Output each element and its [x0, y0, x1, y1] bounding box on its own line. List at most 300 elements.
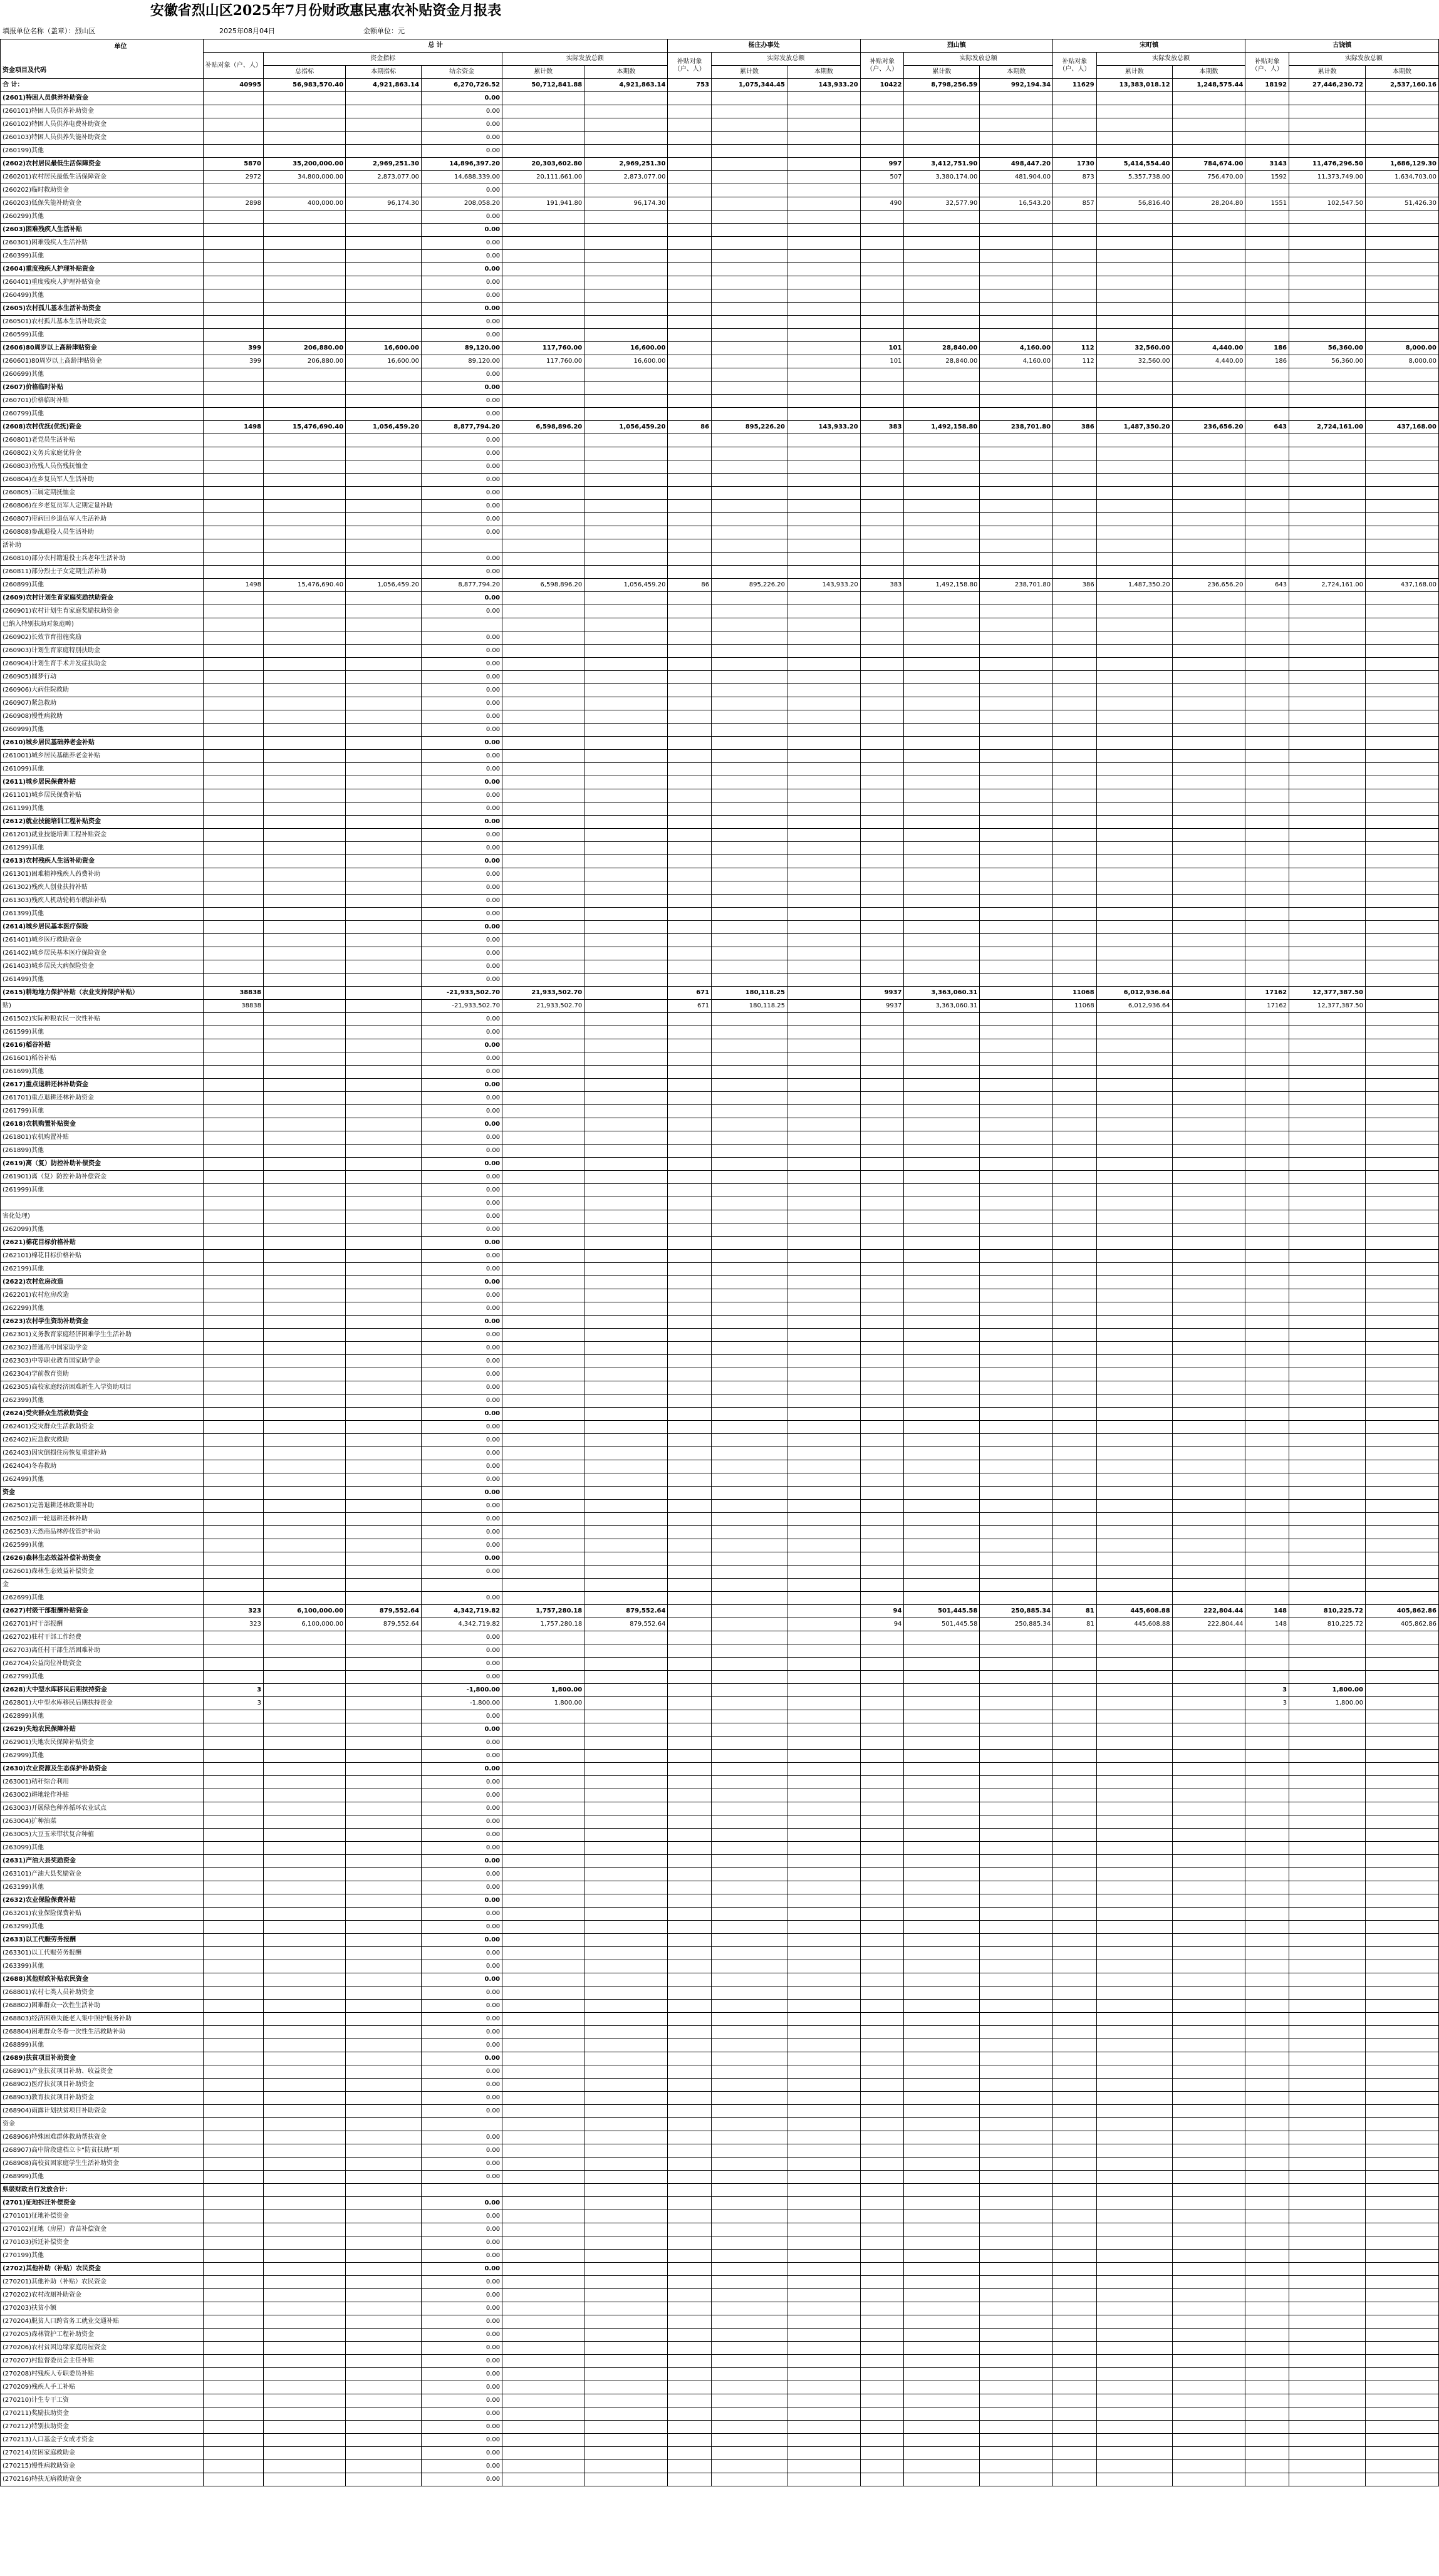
cell — [860, 1658, 904, 1671]
table-row — [1, 2434, 1439, 2447]
target-count-header: 补贴对象（户、人） — [203, 53, 263, 79]
row-label: (261302)残疾人创业扶持补贴 — [1, 881, 204, 895]
cell — [712, 395, 787, 408]
cell — [1053, 1079, 1097, 1092]
cell — [1053, 2276, 1097, 2289]
cell — [860, 2289, 904, 2302]
cell — [502, 2092, 584, 2105]
cell — [1245, 1447, 1289, 1460]
cell — [904, 1105, 980, 1118]
cell: 0.00 — [422, 2250, 502, 2263]
cell — [1245, 1842, 1289, 1855]
cell — [346, 460, 422, 474]
cell — [346, 1750, 422, 1763]
cell: 117,760.00 — [502, 342, 584, 355]
cell — [1172, 2407, 1245, 2421]
cell — [668, 158, 712, 171]
cell — [1096, 237, 1172, 250]
cell — [787, 2131, 860, 2144]
cell — [860, 1842, 904, 1855]
cell — [904, 408, 980, 421]
cell — [787, 329, 860, 342]
cell — [203, 566, 263, 579]
cell — [203, 1566, 263, 1579]
cell — [502, 974, 584, 987]
cell — [1172, 2092, 1245, 2105]
cell — [584, 1592, 668, 1605]
table-row — [1, 2000, 1439, 2013]
cell — [203, 1631, 263, 1644]
cell — [860, 2158, 904, 2171]
cell — [1096, 1145, 1172, 1158]
cell — [1366, 842, 1439, 855]
cell — [502, 2039, 584, 2052]
row-label: (261601)稻谷补贴 — [1, 1052, 204, 1066]
cell — [1289, 2315, 1366, 2329]
cell — [1172, 829, 1245, 842]
cell — [787, 671, 860, 684]
cell — [502, 487, 584, 500]
cell — [904, 2026, 980, 2039]
cell — [1366, 2342, 1439, 2355]
cell — [980, 1908, 1053, 1921]
cell — [980, 2013, 1053, 2026]
cell — [502, 710, 584, 724]
cell — [1289, 1237, 1366, 1250]
row-label: (260806)在乡老复员军人定期定量补助 — [1, 500, 204, 513]
row-label: (260599)其他 — [1, 329, 204, 342]
cell: 1592 — [1245, 171, 1289, 184]
cell — [1366, 2039, 1439, 2052]
cell — [1096, 1079, 1172, 1092]
cell — [904, 1421, 980, 1434]
cell — [502, 947, 584, 960]
cell — [980, 2329, 1053, 2342]
cell — [346, 2171, 422, 2184]
cell — [904, 1815, 980, 1829]
cell — [1096, 1829, 1172, 1842]
cell — [1289, 2052, 1366, 2065]
cell: 4,440.00 — [1172, 342, 1245, 355]
cell: 0.00 — [422, 2394, 502, 2407]
cell — [1289, 1737, 1366, 1750]
cell — [904, 1539, 980, 1552]
cell — [1289, 2250, 1366, 2263]
row-label: (262099)其他 — [1, 1223, 204, 1237]
cell: 0.00 — [422, 1487, 502, 1500]
row-label: (261999)其他 — [1, 1184, 204, 1197]
cell: 94 — [860, 1618, 904, 1631]
cell — [422, 539, 502, 553]
table-row — [1, 631, 1439, 645]
cell — [1245, 1987, 1289, 2000]
cell — [980, 553, 1053, 566]
row-label: (270203)扶贫小额 — [1, 2302, 204, 2315]
table-row — [1, 684, 1439, 697]
cell — [712, 1842, 787, 1855]
table-row — [1, 763, 1439, 776]
cell — [787, 434, 860, 447]
cell — [980, 1421, 1053, 1434]
cell — [668, 2197, 712, 2210]
cell: 20,111,661.00 — [502, 171, 584, 184]
cell — [668, 2315, 712, 2329]
cell — [346, 2302, 422, 2315]
cell — [346, 2394, 422, 2407]
cell — [584, 539, 668, 553]
cell — [1096, 2434, 1172, 2447]
cell — [502, 2381, 584, 2394]
cell: 0.00 — [422, 2473, 502, 2486]
cell: 0.00 — [422, 1145, 502, 1158]
cell — [980, 1250, 1053, 1263]
cell — [980, 526, 1053, 539]
cell — [584, 1842, 668, 1855]
cell — [904, 2092, 980, 2105]
cell — [1289, 1158, 1366, 1171]
cell — [1245, 2434, 1289, 2447]
cell — [1245, 2473, 1289, 2486]
cell — [904, 263, 980, 276]
cell — [203, 2368, 263, 2381]
cell — [787, 645, 860, 658]
cell — [787, 1197, 860, 1210]
cell — [203, 1039, 263, 1052]
cell — [980, 2039, 1053, 2052]
cell — [1366, 1921, 1439, 1934]
cell — [860, 487, 904, 500]
cell — [1366, 1881, 1439, 1894]
cell — [904, 1276, 980, 1289]
cell — [584, 1000, 668, 1013]
cell — [1053, 2197, 1097, 2210]
cell — [346, 132, 422, 145]
cell — [668, 2131, 712, 2144]
cell — [668, 1566, 712, 1579]
cell — [584, 1052, 668, 1066]
cell — [787, 487, 860, 500]
cell — [203, 303, 263, 316]
target-count-header-u2: 补贴对象（户、人） — [860, 53, 904, 79]
cell — [1245, 1710, 1289, 1723]
cell — [904, 1289, 980, 1302]
cell — [712, 184, 787, 197]
table-row — [1, 1263, 1439, 1276]
cell — [203, 2171, 263, 2184]
cell — [203, 1289, 263, 1302]
cell — [1289, 1934, 1366, 1947]
cell — [1096, 1763, 1172, 1776]
cell — [668, 1434, 712, 1447]
cell — [203, 2039, 263, 2052]
cell — [668, 1631, 712, 1644]
cell: 0.00 — [422, 2460, 502, 2473]
cell — [1172, 2000, 1245, 2013]
cell — [584, 2434, 668, 2447]
cell: 238,701.80 — [980, 579, 1053, 592]
group-row — [1, 2052, 1439, 2065]
table-row — [1, 724, 1439, 737]
cell — [1053, 1802, 1097, 1815]
cell — [668, 1013, 712, 1026]
cell — [203, 2394, 263, 2407]
cell — [980, 329, 1053, 342]
cell — [860, 2039, 904, 2052]
cell — [203, 1368, 263, 1381]
cell — [904, 1960, 980, 1973]
cell — [346, 1789, 422, 1802]
cell — [264, 1184, 346, 1197]
cell — [712, 500, 787, 513]
cell — [860, 2197, 904, 2210]
cell — [1172, 1789, 1245, 1802]
cell — [668, 1118, 712, 1131]
cell — [668, 197, 712, 210]
row-label: 资金 — [1, 1487, 204, 1500]
cell — [1172, 2460, 1245, 2473]
cell — [980, 1158, 1053, 1171]
cell: 186 — [1245, 355, 1289, 368]
cell: 6,270,726.52 — [422, 79, 502, 92]
cell — [1096, 1118, 1172, 1131]
cell — [346, 487, 422, 500]
cell — [1172, 2289, 1245, 2302]
cell — [1245, 2131, 1289, 2144]
cell — [1289, 1342, 1366, 1355]
cell — [1245, 776, 1289, 789]
cell: 0.00 — [422, 1829, 502, 1842]
cell — [1245, 329, 1289, 342]
unit-header-1: 杨庄办事处 — [668, 39, 860, 53]
cell — [584, 276, 668, 289]
cell — [904, 2105, 980, 2118]
cell — [1172, 1855, 1245, 1868]
cell: 0.00 — [422, 526, 502, 539]
cell — [860, 802, 904, 816]
cell — [860, 1487, 904, 1500]
actual-header: 实际发放总额 — [502, 53, 668, 66]
cell — [904, 1026, 980, 1039]
cell — [502, 237, 584, 250]
cell — [203, 697, 263, 710]
row-label: (262404)冬春救助 — [1, 1460, 204, 1473]
cell — [860, 2250, 904, 2263]
cell — [904, 1329, 980, 1342]
cell: 89,120.00 — [422, 355, 502, 368]
cell — [1289, 1829, 1366, 1842]
cell: 1,800.00 — [1289, 1697, 1366, 1710]
table-row — [1, 1013, 1439, 1026]
cell — [1289, 1145, 1366, 1158]
cell — [1053, 645, 1097, 658]
cell — [1172, 2223, 1245, 2236]
cell — [668, 1342, 712, 1355]
cell — [1053, 2026, 1097, 2039]
cell — [1366, 960, 1439, 974]
cell — [668, 2407, 712, 2421]
cell — [1289, 1539, 1366, 1552]
cell: 143,933.20 — [787, 79, 860, 92]
table-row — [1, 2460, 1439, 2473]
cell — [860, 237, 904, 250]
cell — [1366, 737, 1439, 750]
table-row — [1, 1092, 1439, 1105]
row-label: (261502)实际种粮农民一次性补贴 — [1, 1013, 204, 1026]
cell — [787, 447, 860, 460]
cell — [1096, 645, 1172, 658]
cell: 0.00 — [422, 934, 502, 947]
cell — [502, 2407, 584, 2421]
cell — [1172, 1066, 1245, 1079]
cell — [1245, 1381, 1289, 1394]
row-label: (2628)大中型水库移民后期扶持资金 — [1, 1684, 204, 1697]
cell: 28,204.80 — [1172, 197, 1245, 210]
cell: 0.00 — [422, 2171, 502, 2184]
cell — [346, 1566, 422, 1579]
cell — [980, 1592, 1053, 1605]
cell — [712, 2381, 787, 2394]
cell — [1172, 1052, 1245, 1066]
cell — [264, 1434, 346, 1447]
cell — [668, 671, 712, 684]
cell — [1366, 2329, 1439, 2342]
cell: 0.00 — [422, 829, 502, 842]
cell — [1053, 1394, 1097, 1408]
cell — [264, 1342, 346, 1355]
cell — [1245, 1276, 1289, 1289]
cell — [860, 1802, 904, 1815]
cell — [203, 276, 263, 289]
row-label: (262403)因灾倒损住房恢复重建补助 — [1, 1447, 204, 1460]
cell — [1096, 1092, 1172, 1105]
cell — [1096, 2315, 1172, 2329]
table-row — [1, 132, 1439, 145]
cell — [980, 1460, 1053, 1473]
cell — [346, 750, 422, 763]
cell — [712, 434, 787, 447]
cell — [668, 329, 712, 342]
cell: 16,600.00 — [346, 355, 422, 368]
cell — [1245, 1408, 1289, 1421]
cell — [787, 697, 860, 710]
cell: 0.00 — [422, 460, 502, 474]
cell — [264, 408, 346, 421]
cell — [584, 1197, 668, 1210]
cell — [346, 513, 422, 526]
cell — [904, 132, 980, 145]
cell — [346, 1644, 422, 1658]
cell — [787, 2144, 860, 2158]
total-group-header: 总 计 — [203, 39, 668, 53]
cell — [1096, 2105, 1172, 2118]
cell — [712, 2473, 787, 2486]
cell — [980, 2421, 1053, 2434]
cell — [1366, 2394, 1439, 2407]
cell — [584, 658, 668, 671]
cell — [1245, 763, 1289, 776]
cell — [712, 2460, 787, 2473]
cell — [203, 829, 263, 842]
cell: 1,487,350.20 — [1096, 579, 1172, 592]
cell — [346, 2355, 422, 2368]
cell — [787, 1171, 860, 1184]
cell — [860, 1921, 904, 1934]
cell — [1289, 802, 1366, 816]
cell — [1096, 1960, 1172, 1973]
cell: 4,440.00 — [1172, 355, 1245, 368]
cell — [1366, 1526, 1439, 1539]
cell: 481,904.00 — [980, 171, 1053, 184]
cell — [668, 1145, 712, 1158]
cell — [1245, 2394, 1289, 2407]
cell — [1289, 566, 1366, 579]
cell — [980, 1197, 1053, 1210]
cell — [860, 1750, 904, 1763]
cell — [668, 1026, 712, 1039]
cell: 0.00 — [422, 645, 502, 658]
cell — [860, 1763, 904, 1776]
cell — [860, 1776, 904, 1789]
cell — [668, 2158, 712, 2171]
report-title: 安徽省烈山区2025年7月份财政惠民惠农补贴资金月报表 — [150, 3, 502, 19]
cell — [787, 2026, 860, 2039]
cell — [1366, 237, 1439, 250]
cell — [584, 1026, 668, 1039]
actual-header-u2: 实际发放总额 — [904, 53, 1053, 66]
cell — [346, 684, 422, 697]
cell — [860, 1829, 904, 1842]
cell — [787, 1855, 860, 1868]
cell — [904, 1671, 980, 1684]
cell — [1172, 1237, 1245, 1250]
cell — [1366, 2144, 1439, 2158]
cell — [1366, 1763, 1439, 1776]
cell — [1245, 2329, 1289, 2342]
cell — [502, 895, 584, 908]
cell — [1172, 513, 1245, 526]
cell — [787, 855, 860, 868]
cell — [346, 2158, 422, 2171]
cell — [787, 2000, 860, 2013]
cell — [712, 171, 787, 184]
cell — [502, 1026, 584, 1039]
cell — [668, 802, 712, 816]
row-label: (270215)慢性病救助资金 — [1, 2460, 204, 2473]
cell — [860, 1263, 904, 1276]
cell — [668, 171, 712, 184]
cell — [502, 1158, 584, 1171]
cell — [1172, 566, 1245, 579]
cell: 0.00 — [422, 1316, 502, 1329]
cell — [787, 132, 860, 145]
cell: 0.00 — [422, 1500, 502, 1513]
cell — [1053, 2407, 1097, 2421]
cell — [264, 2355, 346, 2368]
cell — [264, 1460, 346, 1473]
cell — [1172, 1737, 1245, 1750]
cell — [1245, 724, 1289, 737]
cell — [860, 1316, 904, 1329]
cell — [668, 724, 712, 737]
cell — [1245, 710, 1289, 724]
cell — [1053, 553, 1097, 566]
cell: 0.00 — [422, 1671, 502, 1684]
cell — [502, 776, 584, 789]
table-row — [1, 2315, 1439, 2329]
cell — [502, 2105, 584, 2118]
cell — [904, 210, 980, 224]
cell — [1053, 2000, 1097, 2013]
